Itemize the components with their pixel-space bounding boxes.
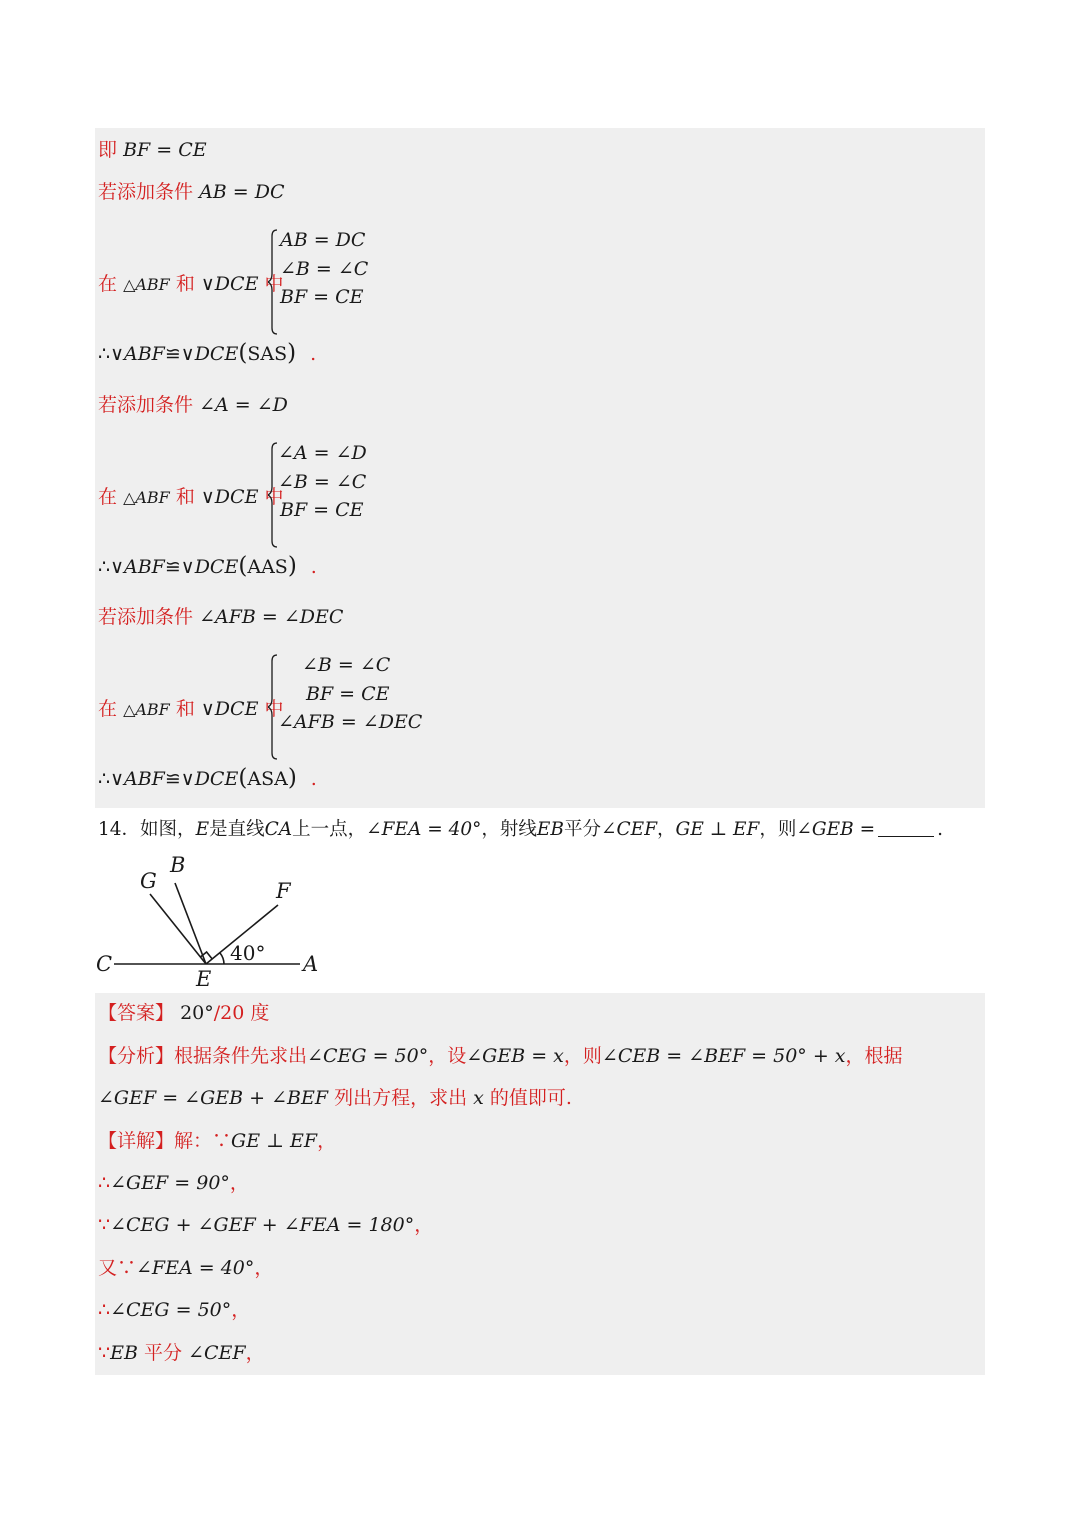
- angle-label-40: 40°: [230, 941, 266, 965]
- math-expression: ∠FEA = 40°: [136, 1257, 255, 1279]
- analysis-text: 的值即可.: [489, 1087, 572, 1109]
- triangle-dce: ∨DCE: [200, 698, 259, 720]
- lead-suffix: 中: [264, 273, 284, 295]
- line-ca: CA: [264, 819, 293, 840]
- math-expression: ∠CEF: [188, 1342, 246, 1364]
- left-brace: [268, 653, 278, 761]
- paren: ): [287, 340, 297, 366]
- equation-system-asa: [98, 653, 518, 763]
- step-3: [98, 1256, 273, 1280]
- rule-name: ASA: [247, 768, 288, 790]
- question-text: ，则: [759, 819, 797, 840]
- math-expression: ∠CEB = ∠BEF = 50° + x: [601, 1045, 846, 1067]
- system-equation: ∠B = ∠C: [278, 471, 367, 493]
- analysis-text: 列出方程，求出: [334, 1087, 468, 1109]
- comma: ，: [229, 1172, 249, 1194]
- system-equation: ∠B = ∠C: [280, 258, 369, 280]
- system-equation: BF = CE: [280, 499, 364, 521]
- math-expression: ∠GEB = x: [466, 1045, 564, 1067]
- period: .: [310, 556, 317, 578]
- comma: ，: [245, 1342, 265, 1364]
- detail-line: [98, 1129, 336, 1153]
- condition-asa: [98, 605, 343, 629]
- math-expression: GE ⊥ EF: [675, 819, 760, 840]
- geometry-figure: [92, 848, 332, 988]
- period: .: [310, 768, 317, 790]
- question-text: 如图，: [140, 819, 196, 840]
- math-expression: ∠GEB =: [796, 819, 876, 840]
- paren: ): [287, 765, 297, 791]
- math-expression: ∠GEF = ∠GEB + ∠BEF: [98, 1087, 329, 1109]
- left-brace: [268, 441, 278, 549]
- comma: ，: [254, 1257, 274, 1279]
- answer-alt: /20 度: [213, 1002, 270, 1024]
- angle-arc: [220, 953, 224, 964]
- question-text: ，射线: [481, 819, 537, 840]
- step-1: [98, 1171, 249, 1195]
- math-expression: ∠A = ∠D: [199, 394, 288, 416]
- condition-aas: [98, 393, 288, 417]
- analysis-text: ，设: [428, 1045, 467, 1067]
- triangle-abf: △ABF: [123, 488, 170, 507]
- step-4: [98, 1298, 250, 1322]
- comma: ，: [414, 1214, 434, 1236]
- answer-value: 20°: [180, 1002, 214, 1024]
- condition-label: 若添加条件: [98, 394, 194, 416]
- condition-label: 若添加条件: [98, 181, 194, 203]
- triangle-abf: △ABF: [123, 700, 170, 719]
- step-symbol: ∵: [98, 1342, 111, 1364]
- answer-blank[interactable]: [878, 818, 934, 837]
- therefore-symbol: ∴: [98, 556, 111, 578]
- question-text: 平分: [564, 819, 602, 840]
- conclusion-asa: [98, 766, 317, 791]
- question-text: ，: [657, 819, 676, 840]
- variable-x: x: [473, 1087, 484, 1109]
- triangle-abf: △ABF: [123, 275, 170, 294]
- system-equation: AB = DC: [280, 229, 366, 251]
- lead-suffix: 中: [264, 698, 284, 720]
- label-e: E: [196, 967, 212, 988]
- therefore-symbol: ∴: [98, 343, 111, 365]
- label-f: F: [276, 879, 291, 903]
- system-lead: [98, 697, 284, 722]
- question-number: 14．: [98, 819, 141, 840]
- analysis-text: ，则: [563, 1045, 602, 1067]
- step-symbol: ∵: [98, 1214, 111, 1236]
- math-expression: BF = CE: [123, 139, 207, 161]
- condition-label: 若添加条件: [98, 606, 194, 628]
- math-expression: ∠CEG = 50°: [110, 1299, 232, 1321]
- conclusion-aas: [98, 554, 317, 579]
- system-equation: ∠AFB = ∠DEC: [278, 711, 423, 733]
- analysis-tag: 【分析】: [98, 1045, 175, 1067]
- step-text: 平分: [143, 1342, 182, 1364]
- triangle-dce: ∨DCE: [200, 486, 259, 508]
- system-equation: ∠B = ∠C: [302, 654, 391, 676]
- equation-system-aas: [98, 441, 498, 551]
- label-g: G: [140, 869, 157, 893]
- paren: (: [238, 340, 248, 366]
- triangle-dce: ∨DCE: [180, 343, 239, 365]
- system-equation: BF = CE: [280, 286, 364, 308]
- congruent-symbol: ≌: [164, 768, 181, 790]
- conclusion-sas: [98, 341, 316, 366]
- congruent-symbol: ≌: [164, 556, 181, 578]
- question-text: 是直线: [209, 819, 265, 840]
- system-lead: [98, 272, 284, 297]
- question-14: [98, 818, 943, 842]
- paren: (: [238, 553, 248, 579]
- equation-system-sas: [98, 228, 498, 338]
- lead-and: 和: [175, 273, 195, 295]
- analysis-text: ，根据: [845, 1045, 903, 1067]
- line-bf-equals-ce: [98, 138, 207, 162]
- math-expression: AB = DC: [199, 181, 285, 203]
- triangle-dce: ∨DCE: [200, 273, 259, 295]
- ray-eg: [150, 894, 206, 964]
- triangle-abf: ∨ABF: [110, 343, 165, 365]
- math-expression: ∠CEG = 50°: [307, 1045, 429, 1067]
- period: .: [310, 343, 317, 365]
- answer-tag: 【答案】: [98, 1002, 175, 1024]
- question-text: .: [937, 819, 944, 840]
- triangle-dce: ∨DCE: [180, 556, 239, 578]
- label-b: B: [170, 853, 186, 877]
- math-expression: GE ⊥ EF: [231, 1130, 318, 1152]
- comma: ，: [231, 1299, 251, 1321]
- ray-eb: [175, 883, 206, 964]
- math-expression: ∠CEF: [601, 819, 658, 840]
- step-2: [98, 1213, 433, 1237]
- triangle-abf: ∨ABF: [110, 768, 165, 790]
- text-prefix: 即: [98, 139, 118, 161]
- rule-name: AAS: [247, 556, 288, 578]
- lead-prefix: 在: [98, 486, 118, 508]
- math-expression: EB: [110, 1342, 138, 1364]
- step-symbol: ∴: [98, 1299, 111, 1321]
- lead-and: 和: [175, 486, 195, 508]
- left-brace: [268, 228, 278, 336]
- condition-sas: [98, 180, 285, 204]
- paren: (: [238, 765, 248, 791]
- math-expression: ∠FEA = 40°: [366, 819, 482, 840]
- detail-tag: 【详解】: [98, 1130, 175, 1152]
- therefore-symbol: ∴: [98, 768, 111, 790]
- ray-eb: EB: [536, 819, 565, 840]
- step-symbol: ∴: [98, 1172, 111, 1194]
- label-a: A: [303, 952, 319, 976]
- math-expression: ∠AFB = ∠DEC: [199, 606, 344, 628]
- lead-and: 和: [175, 698, 195, 720]
- paren: ): [287, 553, 297, 579]
- rule-name: SAS: [247, 343, 288, 365]
- math-expression: ∠CEG + ∠GEF + ∠FEA = 180°: [110, 1214, 415, 1236]
- analysis-line-1: [98, 1044, 903, 1068]
- lead-prefix: 在: [98, 698, 118, 720]
- point-e: E: [195, 819, 210, 840]
- label-c: C: [96, 952, 113, 976]
- answer-line: [98, 1001, 269, 1025]
- triangle-abf: ∨ABF: [110, 556, 165, 578]
- congruent-symbol: ≌: [164, 343, 181, 365]
- question-text: 上一点，: [292, 819, 367, 840]
- analysis-text: 根据条件先求出: [174, 1045, 308, 1067]
- system-equation: BF = CE: [306, 683, 390, 705]
- system-equation: ∠A = ∠D: [278, 442, 367, 464]
- lead-suffix: 中: [264, 486, 284, 508]
- analysis-line-2: [98, 1086, 572, 1110]
- triangle-dce: ∨DCE: [180, 768, 239, 790]
- math-expression: ∠GEF = 90°: [110, 1172, 230, 1194]
- step-symbol: 又∵: [98, 1257, 137, 1279]
- lead-prefix: 在: [98, 273, 118, 295]
- system-lead: [98, 485, 284, 510]
- comma: ，: [317, 1130, 337, 1152]
- step-5: [98, 1341, 265, 1365]
- detail-text: 解：∵: [174, 1130, 232, 1152]
